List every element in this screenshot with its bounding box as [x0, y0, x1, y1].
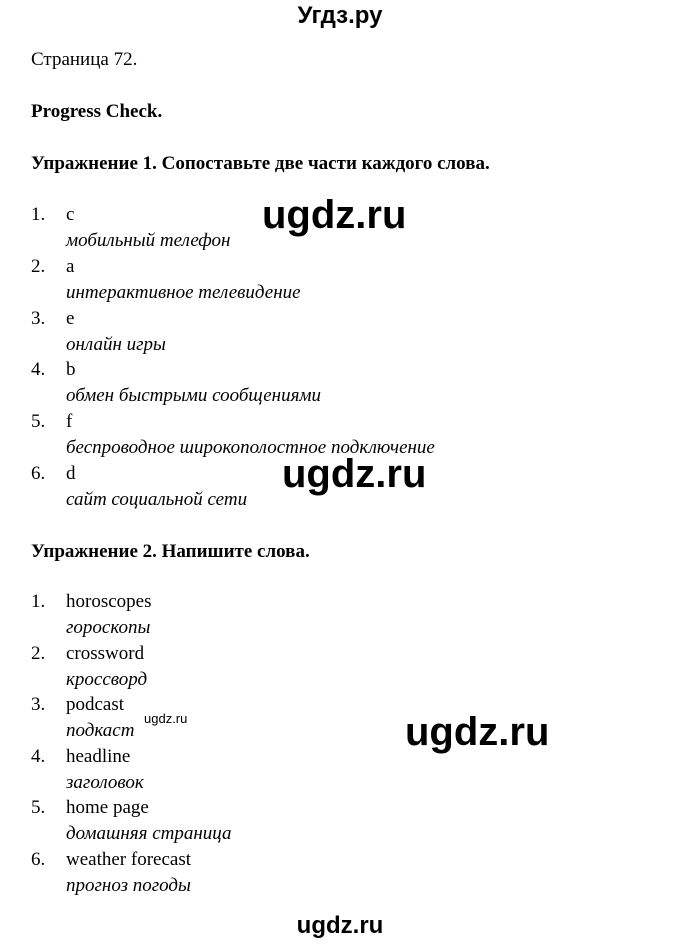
ex1-item-5-num: 5. [31, 411, 46, 432]
ex2-item-1-translation: гороскопы [66, 617, 151, 638]
ex1-item-5-answer: f [66, 411, 73, 432]
ex2-item-6-answer: weather forecast [66, 849, 192, 870]
ex2-item-3-answer: podcast [66, 694, 125, 715]
ex2-item-4-answer: headline [66, 746, 131, 767]
watermark-small: ugdz.ru [144, 711, 188, 726]
ex1-item-1-num: 1. [31, 204, 46, 225]
ex2-item-1-num: 1. [31, 591, 46, 612]
ex1-item-2-answer: a [66, 256, 75, 277]
ex2-item-4-translation: заголовок [66, 772, 144, 793]
watermark: ugdz.ru [282, 452, 427, 496]
ex1-item-4-translation: обмен быстрыми сообщениями [66, 385, 322, 406]
ex1-item-2-num: 2. [31, 256, 46, 277]
ex2-item-2-translation: кроссворд [66, 669, 148, 690]
ex1-item-4-num: 4. [31, 359, 46, 380]
ex2-item-5-translation: домашняя страница [66, 823, 232, 844]
ex2-item-5-num: 5. [31, 797, 46, 818]
ex1-item-3-answer: e [66, 308, 75, 329]
ex2-item-3-translation: подкаст [66, 720, 135, 741]
ex1-item-4-answer: b [66, 359, 76, 380]
ex1-item-3-translation: онлайн игры [66, 334, 166, 355]
page-label: Страница 72. [31, 49, 138, 70]
ex2-item-4-num: 4. [31, 746, 46, 767]
site-footer: ugdz.ru [296, 912, 384, 939]
exercise-2-title: Упражнение 2. Напишите слова. [31, 541, 310, 562]
watermark: ugdz.ru [405, 710, 550, 754]
ex2-item-2-answer: crossword [66, 643, 145, 664]
ex1-item-6-translation: сайт социальной сети [66, 489, 248, 510]
ex1-item-3-num: 3. [31, 308, 46, 329]
ex2-item-6-num: 6. [31, 849, 46, 870]
ex2-item-6-translation: прогноз погоды [66, 875, 191, 896]
ex2-item-5-answer: home page [66, 797, 149, 818]
ex1-item-1-translation: мобильный телефон [66, 230, 231, 251]
watermark: ugdz.ru [262, 193, 407, 237]
ex1-item-1-answer: c [66, 204, 75, 225]
exercise-1-title: Упражнение 1. Сопоставьте две части каждого слова. [31, 153, 490, 174]
site-header: Угдз.ру [297, 2, 383, 29]
ex2-item-2-num: 2. [31, 643, 46, 664]
ex2-item-3-num: 3. [31, 694, 46, 715]
ex1-item-6-num: 6. [31, 463, 46, 484]
ex1-item-2-translation: интерактивное телевидение [66, 282, 301, 303]
ex1-item-6-answer: d [66, 463, 76, 484]
ex2-item-1-answer: horoscopes [66, 591, 152, 612]
ex1-item-5-translation: беспроводное широкополостное подключение [66, 437, 435, 458]
section-title: Progress Check. [31, 101, 163, 122]
